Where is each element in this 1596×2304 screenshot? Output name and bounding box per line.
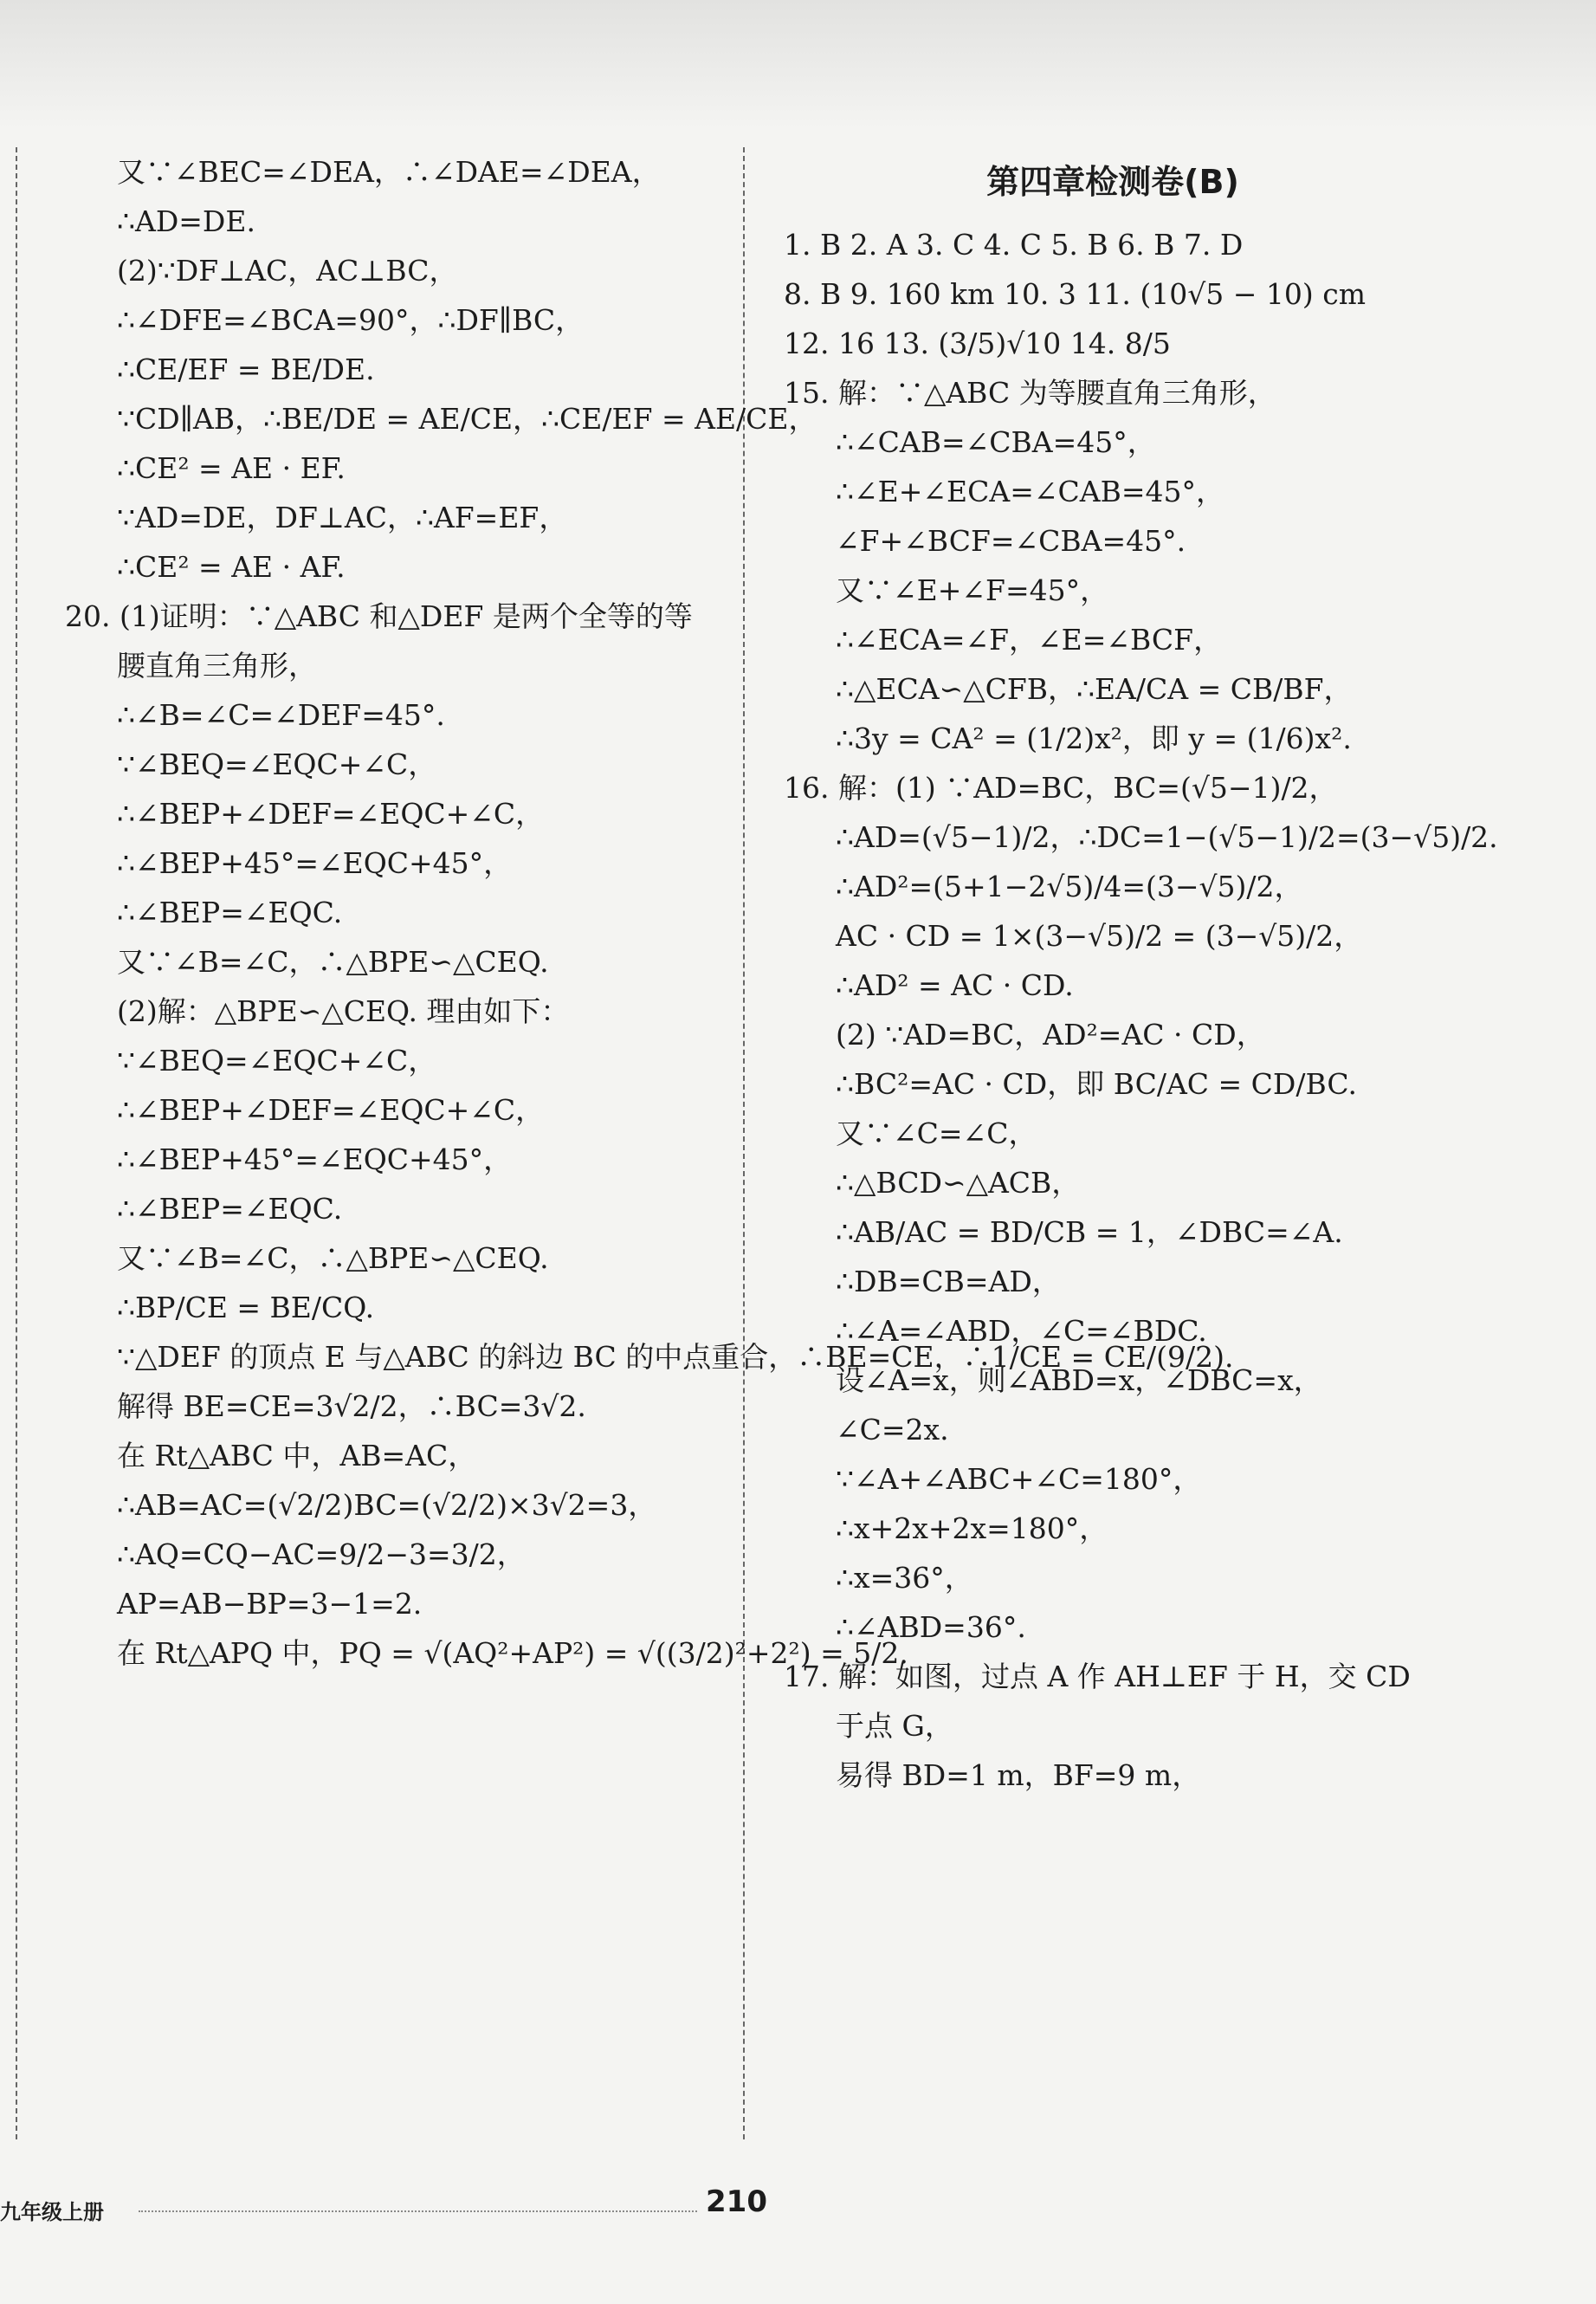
solution-line: ∴∠BEP=∠EQC. bbox=[117, 1192, 343, 1226]
solution-line: 又∵∠C=∠C， bbox=[836, 1116, 1037, 1150]
right-column-body bbox=[784, 220, 1498, 1800]
solution-line: AP=AB−BP=3−1=2. bbox=[117, 1587, 423, 1621]
solution-line: ∴AQ=CQ−AC=9/2−3=3/2， bbox=[117, 1537, 526, 1571]
solution-line: ∵AD=DE，DF⊥AC，∴AF=EF， bbox=[117, 501, 568, 534]
solution-line: 易得 BD=1 m，BF=9 m， bbox=[836, 1758, 1201, 1792]
solution-line: ∴CE/EF = BE/DE. bbox=[117, 353, 375, 386]
solution-line: 20. (1)证明：∵△ABC 和△DEF 是两个全等的等腰直角三角形， bbox=[65, 599, 693, 683]
solution-line: ∴∠BEP+∠DEF=∠EQC+∠C， bbox=[117, 797, 545, 831]
solution-line: ∵CD∥AB，∴BE/DE = AE/CE，∴CE/EF = AE/CE， bbox=[117, 402, 817, 436]
solution-line: ∴∠ECA=∠F，∠E=∠BCF， bbox=[836, 623, 1223, 657]
footer-dotted-rule bbox=[139, 2210, 697, 2212]
solution-line: ∴AB=AC=(√2/2)BC=(√2/2)×3√2=3， bbox=[117, 1488, 657, 1522]
solution-line: ∵△DEF 的顶点 E 与△ABC 的斜边 BC 的中点重合，∴BE=CE，∴1/CE = CE/(9/2). bbox=[117, 1340, 1234, 1374]
solution-line: ∴x+2x+2x=180°， bbox=[836, 1511, 1108, 1545]
solution-line: AC · CD = 1×(3−√5)/2 = (3−√5)/2， bbox=[836, 919, 1363, 953]
solution-line: ∴AD=DE. bbox=[117, 204, 255, 238]
footer-grade-label: 九年级上册 bbox=[0, 2200, 104, 2224]
solution-line: 又∵∠B=∠C，∴△BPE∽△CEQ. bbox=[117, 1241, 549, 1275]
solution-line: 又∵∠BEC=∠DEA，∴∠DAE=∠DEA， bbox=[117, 155, 661, 189]
solution-line: ∵∠BEQ=∠EQC+∠C， bbox=[117, 748, 437, 781]
solution-line: ∴△BCD∽△ACB， bbox=[836, 1166, 1081, 1200]
solution-line: ∴AD=(√5−1)/2，∴DC=1−(√5−1)/2=(3−√5)/2. bbox=[836, 820, 1498, 854]
solution-line: ∵∠BEQ=∠EQC+∠C， bbox=[117, 1044, 437, 1078]
solution-line: ∴∠BEP=∠EQC. bbox=[117, 896, 343, 929]
solution-line: ∴∠E+∠ECA=∠CAB=45°， bbox=[836, 475, 1224, 508]
solution-line: ∵∠A+∠ABC+∠C=180°， bbox=[836, 1462, 1202, 1496]
solution-line: 又∵∠B=∠C，∴△BPE∽△CEQ. bbox=[117, 945, 549, 979]
solution-line: 设∠A=x，则∠ABD=x，∠DBC=x， bbox=[836, 1363, 1322, 1397]
solution-line: ∴CE² = AE · AF. bbox=[117, 550, 346, 584]
solution-line: 12. 16 13. (3/5)√10 14. 8/5 bbox=[784, 327, 1171, 360]
solution-line: ∴AD² = AC · CD. bbox=[836, 968, 1074, 1002]
solution-line: (2) ∵AD=BC，AD²=AC · CD， bbox=[836, 1018, 1265, 1052]
solution-line: 又∵∠E+∠F=45°， bbox=[836, 573, 1109, 607]
solution-line: (2)∵DF⊥AC，AC⊥BC， bbox=[117, 254, 458, 288]
solution-line: ∴AB/AC = BD/CB = 1，∠DBC=∠A. bbox=[836, 1215, 1343, 1249]
solution-line: ∴∠BEP+∠DEF=∠EQC+∠C， bbox=[117, 1093, 545, 1127]
center-binding-line bbox=[743, 147, 745, 2139]
solution-line: ∠C=2x. bbox=[836, 1413, 949, 1446]
solution-line: ∴BP/CE = BE/CQ. bbox=[117, 1291, 375, 1324]
left-binding-line bbox=[16, 147, 17, 2139]
solution-line: 8. B 9. 160 km 10. 3 11. (10√5 − 10) cm bbox=[784, 277, 1367, 311]
solution-line: ∴DB=CB=AD， bbox=[836, 1265, 1061, 1298]
solution-line: 17. 解：如图，过点 A 作 AH⊥EF 于 H，交 CD 于点 G， bbox=[784, 1660, 1411, 1743]
solution-line: ∴∠BEP+45°=∠EQC+45°， bbox=[117, 846, 513, 880]
section-title: 第四章检测卷(B) bbox=[986, 163, 1239, 201]
solution-line: ∴△ECA∽△CFB，∴EA/CA = CB/BF， bbox=[836, 672, 1353, 706]
solution-line: 解得 BE=CE=3√2/2，∴BC=3√2. bbox=[117, 1389, 586, 1423]
solution-line: ∴x=36°， bbox=[836, 1561, 973, 1595]
solution-line: (2)解：△BPE∽△CEQ. 理由如下： bbox=[117, 994, 570, 1028]
page-number: 210 bbox=[706, 2184, 767, 2219]
solution-line: ∴∠BEP+45°=∠EQC+45°， bbox=[117, 1142, 513, 1176]
solution-line: ∴3y = CA² = (1/2)x²，即 y = (1/6)x². bbox=[836, 722, 1352, 755]
solution-line: ∴BC²=AC · CD，即 BC/AC = CD/BC. bbox=[836, 1067, 1357, 1101]
solution-line: 在 Rt△ABC 中，AB=AC， bbox=[117, 1439, 477, 1472]
solution-line: ∴∠B=∠C=∠DEF=45°. bbox=[117, 698, 445, 732]
solution-line: 15. 解：∵△ABC 为等腰直角三角形， bbox=[784, 376, 1276, 410]
solution-line: 16. 解：(1) ∵AD=BC，BC=(√5−1)/2， bbox=[784, 771, 1338, 805]
solution-line: ∴∠ABD=36°. bbox=[836, 1610, 1026, 1644]
solution-line: ∴∠DFE=∠BCA=90°，∴DF∥BC， bbox=[117, 303, 585, 337]
solution-line: ∴CE² = AE · EF. bbox=[117, 451, 346, 485]
right-column bbox=[784, 147, 1498, 1800]
solution-line: 在 Rt△APQ 中，PQ = √(AQ²+AP²) = √((3/2)²+2²) = 5/2. bbox=[117, 1636, 908, 1670]
solution-line: ∴AD²=(5+1−2√5)/4=(3−√5)/2， bbox=[836, 870, 1303, 903]
solution-line: ∴∠CAB=∠CBA=45°， bbox=[836, 425, 1156, 459]
page-top-shadow bbox=[0, 0, 1596, 130]
solution-line: ∴∠A=∠ABD，∠C=∠BDC. bbox=[836, 1314, 1207, 1348]
solution-line: ∠F+∠BCF=∠CBA=45°. bbox=[836, 524, 1186, 558]
solution-line: 1. B 2. A 3. C 4. C 5. B 6. B 7. D bbox=[784, 228, 1244, 262]
